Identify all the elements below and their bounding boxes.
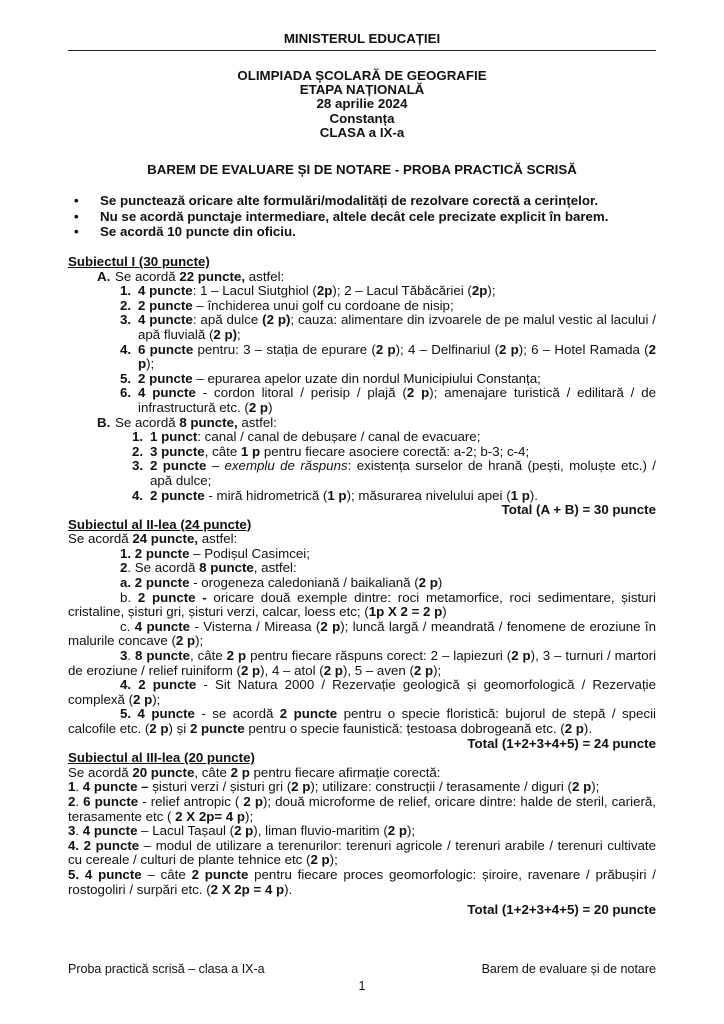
bold-run: 2 puncte xyxy=(138,297,193,313)
text-run: ); xyxy=(245,808,254,824)
text-run: – xyxy=(206,458,225,474)
item-text xyxy=(138,386,656,415)
rule-item: • Se punctează oricare alte formulări/modalități de rezolvare corectă a cerințelor. xyxy=(68,193,656,209)
text-run: - Visterna / Mireasa ( xyxy=(190,618,321,634)
bold-run: 3 xyxy=(68,823,76,839)
bold-run: 2p xyxy=(316,283,333,299)
section-text xyxy=(115,416,656,431)
item-number: 3. xyxy=(132,458,144,474)
text-run: ). xyxy=(529,487,538,503)
title-class: CLASA a IX-a xyxy=(319,124,405,140)
bold-run: 2 X 2p = 4 p xyxy=(210,881,285,897)
list-item xyxy=(68,489,656,504)
text-run: - se acordă xyxy=(194,706,280,722)
subject-3-intro xyxy=(68,766,656,781)
item-number: 4. xyxy=(120,341,132,357)
bold-run: 2p xyxy=(471,283,488,299)
text-run: . xyxy=(75,793,84,809)
list-item xyxy=(68,313,656,342)
text-run: – epurarea apelor uzate din nordul Municipiului Constanța; xyxy=(192,370,541,386)
text-run: . xyxy=(75,823,83,839)
bold-run: 2 X 2p= 4 p xyxy=(175,808,246,824)
title-date: 28 aprilie 2024 xyxy=(316,96,408,112)
list-item xyxy=(68,459,656,488)
item-text xyxy=(138,299,656,314)
section-text xyxy=(115,270,656,285)
ministry-header: MINISTERUL EDUCAȚIEI xyxy=(68,32,656,51)
text-run: , câte xyxy=(204,443,241,459)
bold-run: 2 p xyxy=(149,721,169,736)
bold-run: 2 xyxy=(120,560,128,576)
text-run: ). xyxy=(583,721,593,736)
bold-run: 2 p xyxy=(499,341,519,357)
bold-run: 1p X 2 = 2 p xyxy=(368,604,443,620)
bold-run: 5. 4 puncte xyxy=(68,866,142,882)
item-text xyxy=(150,489,656,504)
bold-run: 4 puncte xyxy=(138,283,193,299)
general-rules xyxy=(68,193,656,240)
subject-1-heading: Subiectul I (30 puncte) xyxy=(68,254,210,269)
text-run: ) xyxy=(268,399,273,415)
text-run: - cordon litoral / perisip / plajă ( xyxy=(195,385,407,401)
bold-run: 2 p xyxy=(243,793,263,809)
section-b xyxy=(68,416,656,431)
text-run: - relief antropic ( xyxy=(138,793,244,809)
list-item xyxy=(68,430,656,445)
bold-run: 4. 2 puncte xyxy=(68,837,140,853)
document-subtitle: BAREM DE EVALUARE ȘI DE NOTARE - PROBA PRACTICĂ SCRISĂ xyxy=(147,162,577,177)
text-run: – câte xyxy=(141,866,192,882)
bold-run: 2 p) xyxy=(213,326,238,342)
subject-3-total: Total (1+2+3+4+5) = 20 puncte xyxy=(467,902,656,918)
text-run: astfel: xyxy=(237,414,277,430)
text-run: - orogeneza caledoniană / baikaliană ( xyxy=(189,575,419,591)
item-number: 2. xyxy=(120,297,132,313)
bold-run: 2 p xyxy=(387,823,407,839)
list-item xyxy=(68,445,656,460)
text-run: oricare două exemple dintre: roci metamorfice, roci sedimentare, șisturi cristaline, șisturi gri, șisturi verzi, calcar, loess etc; ( xyxy=(68,589,656,620)
text-run: : 1 – Lacul Siutghiol ( xyxy=(192,283,317,299)
text-run: pentru o specie floristică: bujorul de stepă / specii calcofile etc. ( xyxy=(68,706,657,736)
text-run: pentru fiecare asociere corectă: a-2; b-3; c-4; xyxy=(260,443,530,459)
grading-item xyxy=(68,547,656,562)
item-number: 4. xyxy=(132,487,144,503)
bold-run: 1 xyxy=(68,779,76,795)
bold-run: a. 2 puncte xyxy=(120,575,190,591)
bold-run: p xyxy=(387,341,396,357)
text-run: ); amenajare turistică / edilitară / de infrastructură etc. ( xyxy=(138,385,656,415)
subject-2-total: Total (1+2+3+4+5) = 24 puncte xyxy=(467,735,656,751)
bold-run: 5. 4 puncte xyxy=(120,706,195,722)
bold-run: 2 p xyxy=(511,648,531,664)
text-run: : existența surselor de hrană (pești, moluște etc.) / apă dulce; xyxy=(150,458,656,488)
page-footer xyxy=(68,962,656,977)
bold-run: 2 p xyxy=(323,662,343,678)
italic-run: exemplu de răspuns xyxy=(224,458,348,474)
title-olympiad: OLIMPIADA ȘCOLARĂ DE GEOGRAFIE xyxy=(237,68,487,83)
item-number: 2. xyxy=(132,443,144,459)
grading-item xyxy=(68,780,656,795)
text-run: ; cauza: alimentare din izvoarele de pe malul vestic al lacului / apă fluvială ( xyxy=(138,312,656,342)
bold-run: 6 puncte xyxy=(138,341,194,357)
text-run: astfel: xyxy=(198,531,238,547)
bold-run: 2 puncte xyxy=(150,487,205,503)
item-number: 1. xyxy=(120,283,132,299)
text-run: - Sit Natura 2000 / Rezervație geologică și geomorfologică / Rezervație complexă ( xyxy=(68,677,656,707)
bold-run: 2 p xyxy=(226,648,247,664)
bold-run: 1 p xyxy=(327,487,347,503)
bold-run: 20 puncte xyxy=(132,764,195,780)
subject-3-heading: Subiectul al III-lea (20 puncte) xyxy=(68,750,255,766)
text-run: . xyxy=(127,648,136,664)
bold-run: 2 p xyxy=(248,399,269,415)
list-item xyxy=(68,299,656,314)
list-item xyxy=(68,343,656,372)
title-stage: ETAPA NAȚIONALĂ xyxy=(299,82,425,98)
bold-run: 2 xyxy=(68,793,76,809)
item-text xyxy=(150,445,656,460)
text-run: - miră hidrometrică ( xyxy=(204,487,328,503)
bold-run: 2 puncte xyxy=(191,866,249,882)
text-run: șisturi verzi / șisturi gri ( xyxy=(148,779,292,795)
bold-run: 2 p xyxy=(320,618,341,634)
text-run: – Lacul Tașaul ( xyxy=(137,823,235,839)
bold-run: 2 xyxy=(375,341,384,357)
bold-run: 8 puncte xyxy=(199,560,254,576)
bold-run: 4 puncte xyxy=(138,312,193,328)
text-run: – modul de utilizare a terenurilor: terenuri agricole / terenuri arabile / terenuri cultivate cu cereale / culturi de plante tehnice etc ( xyxy=(68,837,656,868)
bold-run: 2 p xyxy=(406,385,430,401)
text-run: , câte xyxy=(189,648,227,664)
bold-run: 8 puncte xyxy=(135,648,190,664)
text-run: c. xyxy=(120,618,135,634)
text-run: pentru: 3 – stația de epurare ( xyxy=(193,341,376,357)
list-item xyxy=(68,372,656,387)
grading-item xyxy=(68,795,656,824)
text-run: ); 2 – Lacul Tăbăcăriei ( xyxy=(332,283,472,299)
text-run: : canal / canal de debușare / canal de evacuare; xyxy=(197,429,481,445)
text-run: pentru fiecare răspuns corect: 2 – lapiezuri ( xyxy=(246,648,512,664)
subject-1-total: Total (A + B) = 30 puncte xyxy=(501,502,656,518)
item-text xyxy=(138,343,656,372)
bold-run: 2 puncte xyxy=(279,706,338,722)
bold-run: 1 punct xyxy=(150,429,198,445)
text-run: ). xyxy=(284,881,293,897)
bold-run: 1 p xyxy=(240,443,261,459)
text-run: Se acordă xyxy=(68,531,133,547)
bold-run: 4 puncte – xyxy=(82,779,149,795)
section-a-items xyxy=(68,284,656,415)
bold-run: 2 p xyxy=(133,691,153,707)
list-item xyxy=(68,284,656,299)
item-text xyxy=(150,430,656,445)
subject-2-intro xyxy=(68,532,656,547)
text-run: , astfel: xyxy=(253,560,297,576)
grading-item xyxy=(68,591,656,620)
section-b-items xyxy=(68,430,656,503)
item-number: 6. xyxy=(120,385,132,401)
bold-run: 2 p xyxy=(175,633,196,649)
item-text xyxy=(150,459,656,488)
item-number: 3. xyxy=(120,312,132,328)
grading-item xyxy=(68,678,656,707)
grading-content xyxy=(68,255,656,918)
text-run: ); două microforme de relief, oricare dintre: halde de steril, carieră, terasamente etc ( xyxy=(68,793,656,824)
text-run: astfel: xyxy=(245,268,285,284)
page-number: 1 xyxy=(358,979,366,993)
text-run: ), 5 – aven ( xyxy=(342,662,414,678)
bold-run: (2 p) xyxy=(262,312,291,328)
footer-left: Proba practică scrisă – clasa a IX-a xyxy=(68,962,265,976)
bold-run: 2 puncte xyxy=(138,370,193,386)
footer-right: Barem de evaluare și de notare xyxy=(481,962,656,976)
text-run: ); xyxy=(487,283,496,299)
rule-item: • Se acordă 10 puncte din oficiu. xyxy=(68,224,656,240)
bold-run: 2 p xyxy=(310,852,330,868)
item-text xyxy=(138,284,656,299)
text-run: ), liman fluvio-maritim ( xyxy=(253,823,388,839)
item-text xyxy=(138,372,656,387)
text-run: ); utilizare: construcții / terasamente / diguri ( xyxy=(310,779,572,795)
text-run: , câte xyxy=(194,764,231,780)
list-item xyxy=(68,386,656,415)
text-run: ); xyxy=(152,691,161,707)
text-run: pentru fiecare proces geomorfologic: șiroire, ravenare / prăbușiri / rostogoliri / surpări etc. ( xyxy=(68,866,656,897)
bold-run: 2 p xyxy=(564,721,584,736)
bold-run: 4 puncte xyxy=(138,385,196,401)
text-run: ; xyxy=(237,326,241,342)
bold-run: 2 puncte xyxy=(150,458,207,474)
bold-run: 4 puncte xyxy=(82,823,138,839)
item-text xyxy=(138,313,656,342)
grading-item xyxy=(68,561,656,576)
document-titles xyxy=(68,69,656,140)
bold-run: 1. 2 puncte xyxy=(120,545,190,561)
bold-run: 2 puncte - xyxy=(137,589,207,605)
bold-run: 2 p xyxy=(234,823,254,839)
bold-run: 6 puncte xyxy=(83,793,139,809)
grading-item xyxy=(68,868,656,897)
bold-run: 4 puncte xyxy=(134,618,191,634)
text-run: Se acordă xyxy=(68,764,133,780)
text-run: ) xyxy=(442,604,447,620)
grading-item xyxy=(68,824,656,839)
rule-item: • Nu se acordă punctaje intermediare, altele decât cele precizate explicit în barem. xyxy=(68,209,656,225)
grading-item xyxy=(68,839,656,868)
text-run: ); xyxy=(146,356,155,372)
text-run: . xyxy=(75,779,83,795)
bold-run: 2 p xyxy=(138,341,656,372)
grading-item xyxy=(68,576,656,591)
text-run: b. xyxy=(120,589,138,605)
text-run: ); luncă largă / meandrată / fenomene de eroziune în malurile concave ( xyxy=(68,618,656,649)
text-run: ) xyxy=(437,575,443,591)
text-run: – Podișul Casimcei; xyxy=(189,545,310,561)
bold-run: 3 puncte xyxy=(150,443,205,459)
text-run: Se acordă xyxy=(115,414,180,430)
text-run: ); xyxy=(433,662,442,678)
bold-run: 2 puncte xyxy=(189,721,245,736)
subject-2-items xyxy=(68,547,656,737)
text-run: ), 3 – turnuri / martori de eroziune / relief ruiniform ( xyxy=(68,648,657,678)
bold-run: 2 p xyxy=(418,575,438,591)
bold-run: 4. 2 puncte xyxy=(120,677,197,693)
text-run: pentru o specie faunistică: țestoasa dobrogeană etc. ( xyxy=(244,721,565,736)
bold-run: 22 puncte, xyxy=(179,268,246,284)
bold-run: 1 p xyxy=(510,487,530,503)
text-run: : apă dulce xyxy=(192,312,263,328)
text-run: ), 4 – atol ( xyxy=(260,662,324,678)
section-label: A. xyxy=(97,268,111,284)
text-run: ); măsurarea nivelului apei ( xyxy=(346,487,511,503)
text-run: ); 6 – Hotel Ramada ( xyxy=(518,341,649,357)
bold-run: 8 puncte, xyxy=(179,414,238,430)
bold-run: 2 p xyxy=(571,779,592,795)
item-number: 5. xyxy=(120,370,132,386)
bold-run: 3 xyxy=(120,648,128,664)
title-city: Constanța xyxy=(329,110,395,126)
bold-run: 2 p xyxy=(240,662,261,678)
bold-run: 24 puncte, xyxy=(132,531,199,547)
text-run: . Se acordă xyxy=(127,560,200,576)
section-label: B. xyxy=(97,414,111,430)
bold-run: 2 p xyxy=(413,662,434,678)
bold-run: 2 p xyxy=(230,764,250,780)
text-run: ); xyxy=(329,852,338,868)
grading-item xyxy=(68,707,656,736)
text-run: ); xyxy=(406,823,416,839)
grading-item xyxy=(68,649,656,678)
grading-item xyxy=(68,620,656,649)
subject-3-items xyxy=(68,780,656,897)
text-run: Se acordă xyxy=(115,268,180,284)
item-number: 1. xyxy=(132,429,144,445)
text-run: pentru fiecare afirmație corectă: xyxy=(249,764,441,780)
text-run: ); 4 – Delfinariul ( xyxy=(395,341,500,357)
text-run: ); xyxy=(591,779,600,795)
text-run: ) și xyxy=(168,721,190,736)
bold-run: 2 p xyxy=(291,779,311,795)
section-a xyxy=(68,270,656,285)
subject-2-heading: Subiectul al II-lea (24 puncte) xyxy=(68,516,252,532)
text-run: – închiderea unui golf cu cordoane de nisip; xyxy=(192,297,454,313)
text-run: ); xyxy=(195,633,204,649)
